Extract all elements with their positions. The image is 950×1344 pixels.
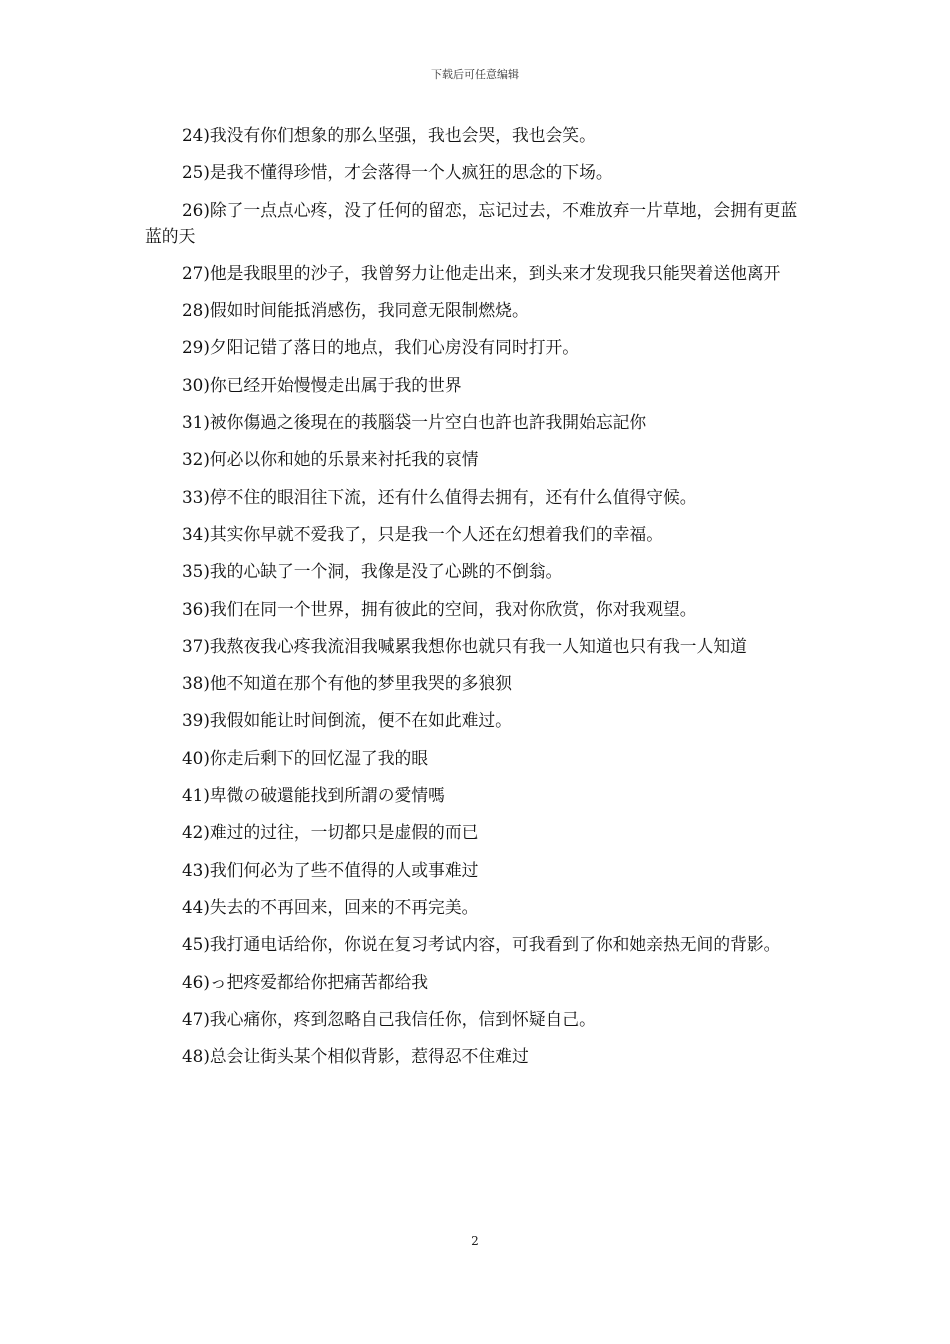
paragraph-40: 40)你走后剩下的回忆湿了我的眼 xyxy=(182,747,429,768)
paragraph-45: 45)我打通电话给你，你说在复习考试内容，可我看到了你和她亲热无间的背影。 xyxy=(182,934,781,955)
paragraph-42: 42)难过的过往，一切都只是虚假的而已 xyxy=(182,822,479,843)
page-header: 下载后可任意编辑 xyxy=(431,68,519,81)
paragraph-38: 38)他不知道在那个有他的梦里我哭的多狼狈 xyxy=(182,673,512,694)
paragraph-24: 24)我没有你们想象的那么坚强，我也会哭，我也会笑。 xyxy=(182,125,596,145)
paragraph-48: 48)总会让街头某个相似背影，惹得忍不住难过 xyxy=(182,1046,529,1067)
paragraph-33: 33)停不住的眼泪往下流，还有什么值得去拥有，还有什么值得守候。 xyxy=(182,486,697,507)
paragraph-27: 27)他是我眼里的沙子，我曾努力让他走出来，到头来才发现我只能哭着送他离开 xyxy=(182,262,781,283)
paragraph-31: 31)被你傷過之後現在的莪腦袋一片空白也許也許我開始忘記你 xyxy=(182,412,647,433)
paragraph-41: 41)卑微の破還能找到所謂の愛情嗎 xyxy=(182,785,445,806)
paragraph-25: 25)是我不懂得珍惜，才会落得一个人疯狂的思念的下场。 xyxy=(182,162,613,183)
paragraph-34: 34)其实你早就不爱我了，只是我一个人还在幻想着我们的幸福。 xyxy=(182,523,663,544)
paragraph-36: 36)我们在同一个世界，拥有彼此的空间，我对你欣赏，你对我观望。 xyxy=(182,598,697,619)
paragraph-43: 43)我们何必为了些不值得的人或事难过 xyxy=(182,859,479,880)
paragraph-35: 35)我的心缺了一个洞，我像是没了心跳的不倒翁。 xyxy=(182,561,563,582)
paragraph-46: 46)っ把疼爱都给你把痛苦都给我 xyxy=(182,971,429,992)
paragraph-37: 37)我熬夜我心疼我流泪我喊累我想你也就只有我一人知道也只有我一人知道 xyxy=(182,635,747,656)
paragraph-30: 30)你已经开始慢慢走出属于我的世界 xyxy=(182,374,462,395)
document-body xyxy=(145,122,810,1080)
page-number: 2 xyxy=(471,1234,479,1248)
paragraph-44: 44)失去的不再回来，回来的不再完美。 xyxy=(182,896,479,917)
paragraph-29: 29)夕阳记错了落日的地点，我们心房没有同时打开。 xyxy=(182,337,580,358)
paragraph-28: 28)假如时间能抵消感伤，我同意无限制燃烧。 xyxy=(182,300,529,321)
paragraph-32: 32)何必以你和她的乐景来衬托我的哀情 xyxy=(182,449,479,470)
paragraph-39: 39)我假如能让时间倒流，便不在如此难过。 xyxy=(182,710,512,731)
paragraph-26: 26)除了一点点心疼，没了任何的留恋，忘记过去，不难放弃一片草地，会拥有更蓝蓝的天 xyxy=(145,199,798,246)
paragraph-47: 47)我心痛你，疼到忽略自己我信任你，信到怀疑自己。 xyxy=(182,1008,596,1029)
